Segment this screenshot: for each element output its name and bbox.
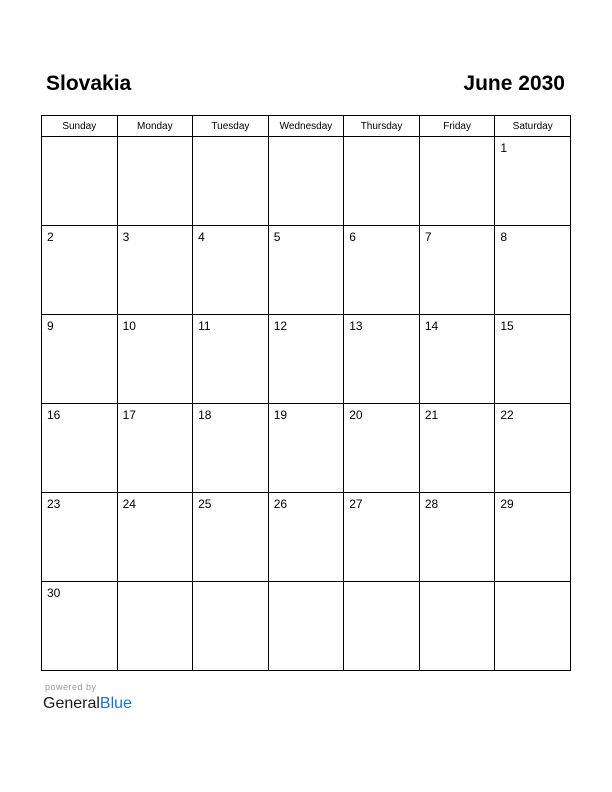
day-cell bbox=[42, 582, 118, 671]
day-number bbox=[344, 137, 419, 141]
day-number: 7 bbox=[424, 230, 432, 244]
day-cell bbox=[495, 315, 571, 404]
day-number: 15 bbox=[500, 319, 514, 333]
weekday-header: Wednesday bbox=[268, 116, 344, 137]
week-row bbox=[42, 315, 571, 404]
day-number: 3 bbox=[122, 230, 130, 244]
day-number: 13 bbox=[349, 319, 363, 333]
day-number: 28 bbox=[424, 497, 439, 511]
day-number bbox=[344, 582, 419, 586]
day-number bbox=[118, 582, 193, 586]
day-number: 27 bbox=[349, 497, 363, 511]
day-number bbox=[495, 582, 570, 586]
day-number: 4 bbox=[198, 230, 205, 244]
day-number: 30 bbox=[47, 586, 61, 600]
day-cell bbox=[42, 404, 118, 493]
day-cell bbox=[344, 137, 420, 226]
weekday-header: Saturday bbox=[495, 116, 571, 137]
day-cell bbox=[117, 137, 193, 226]
day-cell bbox=[268, 315, 344, 404]
day-cell bbox=[268, 226, 344, 315]
day-cell bbox=[117, 493, 193, 582]
day-cell bbox=[495, 493, 571, 582]
weekday-header: Thursday bbox=[344, 116, 420, 137]
day-cell bbox=[193, 315, 269, 404]
day-cell bbox=[495, 582, 571, 671]
day-cell bbox=[419, 137, 495, 226]
day-number: 20 bbox=[349, 408, 363, 422]
day-cell bbox=[344, 493, 420, 582]
day-number: 16 bbox=[47, 408, 61, 422]
weekday-header: Friday bbox=[419, 116, 495, 137]
day-number bbox=[269, 137, 344, 141]
weekday-header-row bbox=[42, 116, 571, 137]
day-cell bbox=[419, 226, 495, 315]
weekday-header: Monday bbox=[117, 116, 193, 137]
day-number: 17 bbox=[122, 408, 136, 422]
day-cell bbox=[193, 226, 269, 315]
day-number: 21 bbox=[424, 408, 439, 422]
day-cell bbox=[117, 404, 193, 493]
day-number: 14 bbox=[424, 319, 439, 333]
week-row bbox=[42, 137, 571, 226]
day-cell bbox=[193, 404, 269, 493]
day-cell bbox=[495, 404, 571, 493]
day-cell bbox=[344, 582, 420, 671]
week-row bbox=[42, 404, 571, 493]
day-number: 26 bbox=[273, 497, 288, 511]
day-number: 10 bbox=[122, 319, 136, 333]
day-number bbox=[42, 137, 117, 141]
day-number bbox=[118, 137, 193, 141]
day-number: 1 bbox=[500, 141, 508, 155]
day-cell bbox=[117, 582, 193, 671]
day-number bbox=[420, 137, 495, 141]
day-cell bbox=[117, 226, 193, 315]
day-number: 29 bbox=[500, 497, 514, 511]
day-cell bbox=[268, 582, 344, 671]
footer-branding bbox=[43, 682, 132, 714]
day-number: 9 bbox=[47, 319, 54, 333]
day-number: 18 bbox=[198, 408, 212, 422]
brand-name-blue: Blue bbox=[99, 695, 132, 712]
day-cell bbox=[42, 493, 118, 582]
day-cell bbox=[344, 315, 420, 404]
day-number: 24 bbox=[122, 497, 136, 511]
weekday-header: Tuesday bbox=[193, 116, 269, 137]
day-cell bbox=[419, 315, 495, 404]
day-number bbox=[193, 582, 268, 586]
day-number: 11 bbox=[198, 319, 211, 333]
weekday-header: Sunday bbox=[42, 116, 118, 137]
calendar-grid bbox=[41, 115, 571, 671]
day-cell bbox=[344, 404, 420, 493]
day-number: 23 bbox=[47, 497, 61, 511]
day-number: 19 bbox=[273, 408, 288, 422]
day-cell bbox=[268, 404, 344, 493]
day-cell bbox=[495, 226, 571, 315]
week-row bbox=[42, 226, 571, 315]
day-cell bbox=[419, 493, 495, 582]
day-number: 22 bbox=[500, 408, 514, 422]
day-cell bbox=[268, 137, 344, 226]
day-number: 25 bbox=[198, 497, 212, 511]
day-cell bbox=[419, 404, 495, 493]
country-title: Slovakia bbox=[46, 72, 132, 95]
day-cell bbox=[42, 226, 118, 315]
day-number bbox=[193, 137, 268, 141]
day-cell bbox=[344, 226, 420, 315]
month-title: June 2030 bbox=[463, 72, 565, 95]
brand-logo[interactable] bbox=[43, 694, 132, 714]
day-number: 5 bbox=[273, 230, 281, 244]
day-cell bbox=[193, 137, 269, 226]
day-number bbox=[269, 582, 344, 586]
day-number bbox=[420, 582, 495, 586]
week-row bbox=[42, 582, 571, 671]
day-cell bbox=[193, 493, 269, 582]
day-number: 2 bbox=[47, 230, 54, 244]
day-cell bbox=[268, 493, 344, 582]
day-cell bbox=[117, 315, 193, 404]
day-cell bbox=[419, 582, 495, 671]
day-cell bbox=[193, 582, 269, 671]
day-cell bbox=[495, 137, 571, 226]
day-cell bbox=[42, 137, 118, 226]
day-number: 6 bbox=[349, 230, 356, 244]
brand-name-general: General bbox=[43, 695, 100, 712]
week-row bbox=[42, 493, 571, 582]
powered-by-text: powered by bbox=[45, 682, 97, 692]
day-cell bbox=[42, 315, 118, 404]
day-number: 12 bbox=[273, 319, 288, 333]
day-number: 8 bbox=[500, 230, 508, 244]
